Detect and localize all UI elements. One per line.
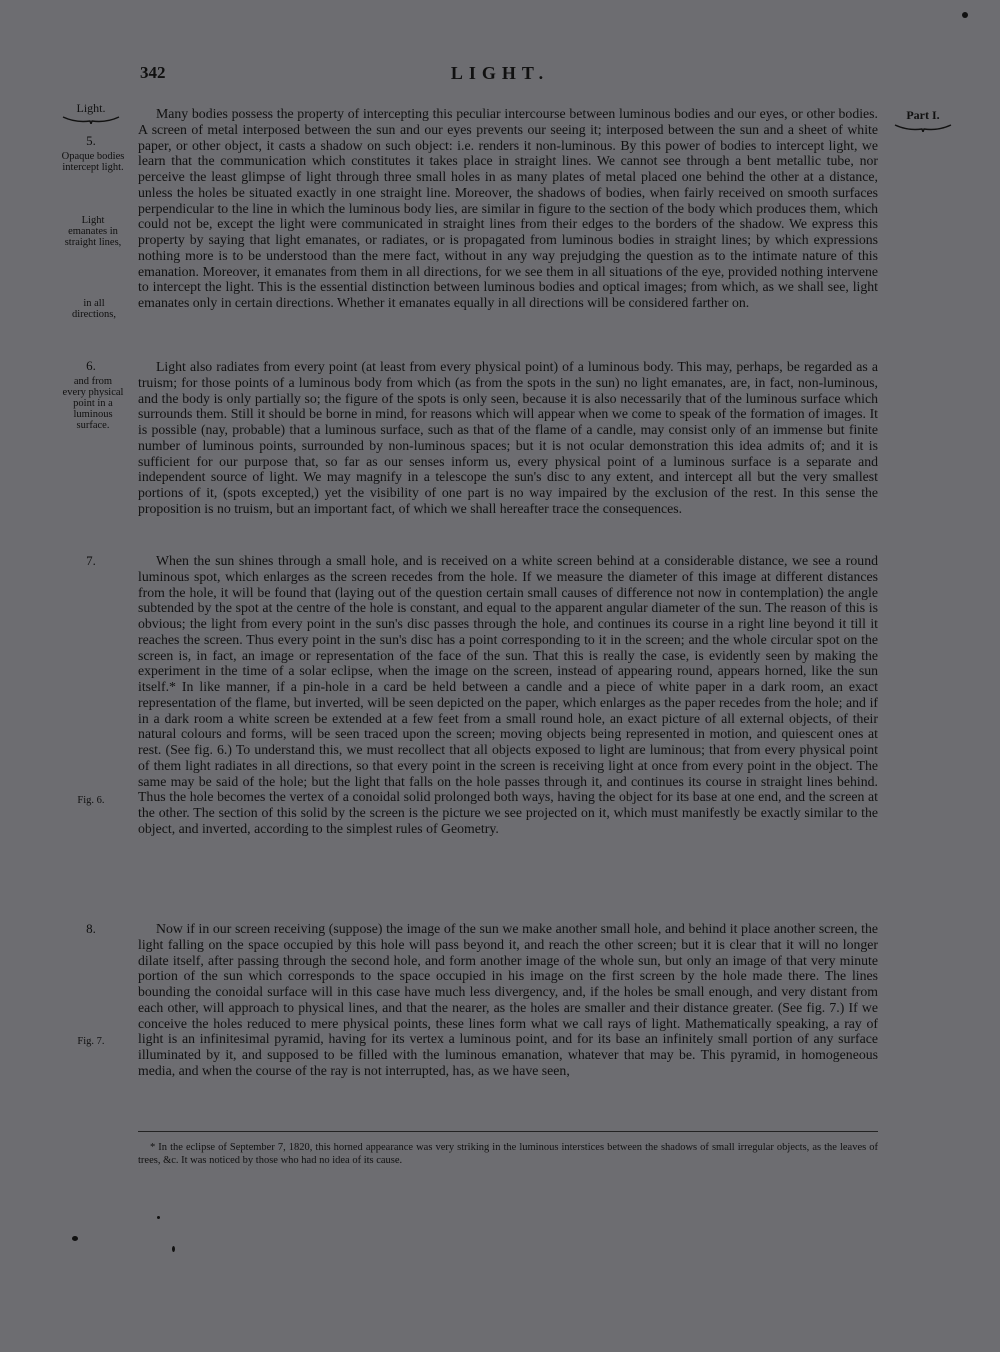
paragraph-text: Many bodies possess the property of intercepting this peculiar intercourse between luminous bodies and our eyes, or other bodies. A screen of metal interposed between the sun and our eyes prevents our seeing it; interposed between the sun and a sheet of white paper, or other object, it casts a shadow on such object: i.e. renders it non-luminous. By this power of bodies to intercept light, we learn that the communication which constitutes it takes place in straight lines. We cannot see through a bent metallic tube, nor perceive the least glimpse of light through three small holes in as many plates of metal placed one behind the other at a distance, unless the holes be situated exactly in one straight line. Moreover, the shadows of bodies, when fairly received on smooth surfaces perpendicular to the line in which the luminous body lies, are similar in figure to the section of the body which produces them, which could not be, except the light were communicated in straight lines from their edges to the borders of the shadow. We express this property by saying that light emanates, or radiates, or is propagated from luminous bodies in straight lines; by which expressions nothing more is to be understood than the mere fact, without in any way prejudging the question as to the intimate nature of this emanation. Moreover, it emanates from them in all directions, for we see them in all situations of the eye, provided nothing intervene to intercept the light. This is the essential distinction between luminous bodies and optical images; from which, as we shall see, light emanates only in certain directions. Whether it emanates equally in all directions will be considered farther on. <box>138 106 878 310</box>
fig-6-reference: Fig. 6. <box>77 795 105 806</box>
all-directions-note: in all directions, <box>71 298 117 320</box>
paragraph-text: Light also radiates from every point (at least from every physical point) of a luminous body. This may, perhaps, be regarded as a truism; for those points of a luminous body from which (as from the spots in the sun) no light emanates, are, in fact, non-luminous, and the body is only partially so; the figure of the spots is only seen, because it is also necessarily that of the luminous surface which surrounds them. Still it should be borne in mind, for reasons which will appear when we come to speak of the formation of images. It is possible (nay, probable) that a luminous surface, such as that of the flame of a candle, may consist only of an immense but finite number of luminous points, surrounded by non-luminous spaces; but it is not ocular demonstration this idea admits of; and it is sufficient for our purpose that, so far as our senses inform us, every physical point of a luminous surface is a separate and independent source of light. We may magnify in a telescope the sun's disc to any extent, and intercept all but the very smallest portions of it, (spots excepted,) yet the visibility of one part is no way impaired by the exclusion of the rest. In this sense the proposition is no truism, but an important fact, of which we shall hereafter trace the consequences. <box>138 359 878 516</box>
scan-speck <box>172 1246 175 1252</box>
section-7-number: 7. <box>86 553 96 568</box>
brace-ornament-icon <box>893 123 953 132</box>
scan-speck <box>962 12 968 18</box>
section-5-number: 5. <box>86 133 96 148</box>
paragraph-text: Now if in our screen receiving (suppose) the image of the sun we make another small hole, and behind it place another screen, the light falling on the space occupied by this hole will pass beyond it, and reach the other screen; but it is clear that it will no longer dilate itself, after passing through the second hole, and form another image of the whole sun, but only an image of that very minute portion of the sun which corresponds to the space occupied in his image on the first screen by the hole made there. The lines bounding the conoidal surface will in this case have much less divergency, and, if the holes be small enough, and very distant from each other, will approach to physical lines, and that the nearer, as the holes are smaller and their distance greater. (See fig. 7.) If we conceive the holes reduced to mere physical points, these lines form what we call rays of light. Mathematically speaking, a ray of light is an infinitesimal pyramid, having for its vertex a luminous point, and for its base an infinitely small portion of any surface illuminated by it, and supposed to be filled with the luminous emanation, whatever that may be. This pyramid, in homogeneous media, and when the course of the ray is not interrupted, has, as we have seen, <box>138 921 878 1078</box>
fig-7-reference: Fig. 7. <box>77 1036 105 1047</box>
scan-speck <box>157 1216 160 1219</box>
footnote: * In the eclipse of September 7, 1820, this horned appearance was very striking in the luminous interstices between the shadows of small irregular objects, as the leaves of trees, &c. It was noticed by those who had no idea of its cause. <box>138 1142 878 1166</box>
section-5-note: Opaque bodies intercept light. <box>61 151 125 173</box>
light-label: Light. <box>76 101 106 115</box>
section-8-number: 8. <box>86 921 96 936</box>
running-title: LIGHT. <box>450 63 550 83</box>
paragraph-text: When the sun shines through a small hole, and is received on a white screen behind at a considerable distance, we see a round luminous spot, which enlarges as the screen recedes from the hole. If we measure the diameter of this image at different distances from the hole, it will be found that (laying out of the question certain small causes of difference not now in contemplation) the angle subtended by the spot at the centre of the hole is constant, and equal to the apparent angular diameter of the sun. The reason of this is obvious; the light from every point in the sun's disc passes through the hole, and continues its course in a right line beyond it till it reaches the screen. Thus every point in the sun's disc has a point corresponding to it in the screen; and the whole circular spot on the screen is, in fact, an image or representation of the face of the sun. That this is really the case, is evidently seen by making the experiment in the time of a solar eclipse, when the image on the screen, instead of appearing round, appears horned, like the sun itself.* In like manner, if a pin-hole in a card be held between a candle and a piece of white paper in a dark room, an exact representation of the flame, but inverted, will be seen depicted on the paper, which enlarges as the paper recedes from the hole; and if in a dark room a white screen be extended at a few feet from a small round hole, an exact picture of all external objects, of their natural colours and forms, will be seen traced upon the screen; moving objects being represented in motion, and quiescent ones at rest. (See fig. 6.) To understand this, we must recollect that all objects exposed to light are luminous; that from every physical point of them light radiates in all directions, so that every point in the screen is receiving light at once from every point in the object. The same may be said of the hole; but the light that falls on the hole passes through it, and continues its course in straight lines behind. Thus the hole becomes the vertex of a conoidal solid prolonged both ways, having the object for its base at one end, and the screen at the other. The section of this solid by the screen is the picture we see projected on it, which must manifestly be exactly similar to the object, and inverted, according to the simplest rules of Geometry. <box>138 553 878 836</box>
page-number: 342 <box>140 63 166 82</box>
paragraph-6 <box>138 359 878 517</box>
margin-part-label <box>888 108 958 132</box>
paragraph-5 <box>138 106 878 311</box>
scan-speck <box>72 1236 78 1241</box>
straight-lines-note: Light emanates in straight lines, <box>64 215 122 248</box>
paragraph-7 <box>138 553 878 837</box>
section-6-note: and from every physical point in a luminous surface. <box>62 376 124 431</box>
section-6-number: 6. <box>86 358 96 373</box>
paragraph-8 <box>138 921 878 1079</box>
margin-light-label <box>56 103 126 124</box>
part-label: Part I. <box>906 108 940 122</box>
footnote-rule <box>138 1131 878 1132</box>
brace-ornament-icon <box>61 115 121 124</box>
